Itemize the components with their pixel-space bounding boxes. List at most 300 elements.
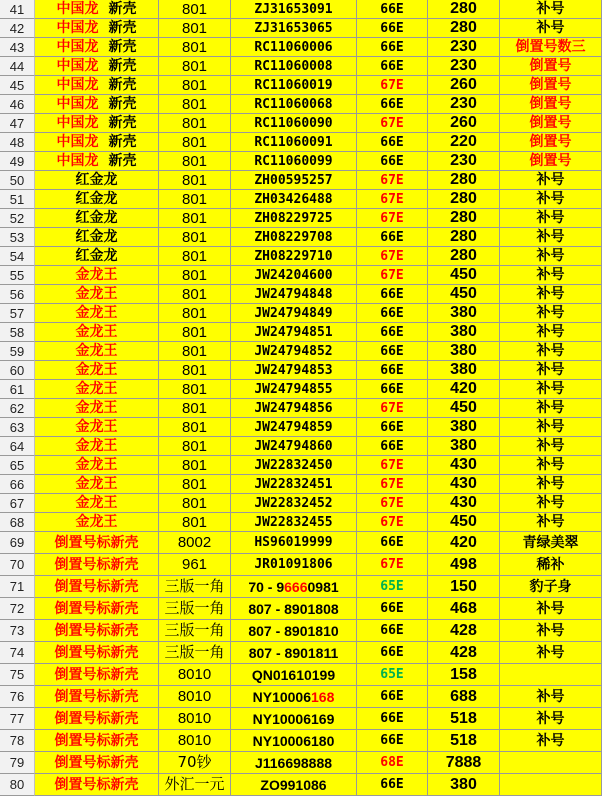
table-row[interactable] <box>0 342 602 361</box>
row-number[interactable]: 44 <box>0 57 35 76</box>
denomination-cell[interactable]: 8010 <box>159 730 231 752</box>
note-cell[interactable]: 豹子身 <box>500 576 602 598</box>
table-row[interactable] <box>0 380 602 399</box>
table-row[interactable] <box>0 133 602 152</box>
product-name-cell[interactable] <box>35 152 159 171</box>
denomination-cell[interactable]: 801 <box>159 76 231 95</box>
product-name-cell[interactable] <box>35 598 159 620</box>
price-cell[interactable]: 518 <box>428 730 500 752</box>
serial-number-cell[interactable]: RC11060006 <box>231 38 357 57</box>
note-cell[interactable]: 倒置号 <box>500 152 602 171</box>
serial-number-cell[interactable]: JW24794859 <box>231 418 357 437</box>
product-name-cell[interactable] <box>35 494 159 513</box>
price-cell[interactable]: 450 <box>428 285 500 304</box>
denomination-cell[interactable]: 801 <box>159 475 231 494</box>
denomination-cell[interactable]: 801 <box>159 38 231 57</box>
row-number[interactable]: 62 <box>0 399 35 418</box>
table-row[interactable] <box>0 774 602 796</box>
table-row[interactable] <box>0 686 602 708</box>
grade-cell[interactable]: 66E <box>357 418 428 437</box>
product-name-cell[interactable] <box>35 642 159 664</box>
denomination-cell[interactable]: 801 <box>159 437 231 456</box>
table-row[interactable] <box>0 19 602 38</box>
serial-number-cell[interactable]: HS96019999 <box>231 532 357 554</box>
product-name-cell[interactable] <box>35 752 159 774</box>
price-cell[interactable]: 380 <box>428 437 500 456</box>
product-name-cell[interactable] <box>35 361 159 380</box>
row-number[interactable]: 43 <box>0 38 35 57</box>
price-cell[interactable]: 230 <box>428 152 500 171</box>
note-cell[interactable]: 补号 <box>500 513 602 532</box>
grade-cell[interactable]: 66E <box>357 437 428 456</box>
note-cell[interactable]: 补号 <box>500 19 602 38</box>
grade-cell[interactable]: 66E <box>357 598 428 620</box>
grade-cell[interactable]: 67E <box>357 475 428 494</box>
product-name-cell[interactable] <box>35 285 159 304</box>
table-row[interactable] <box>0 494 602 513</box>
denomination-cell[interactable]: 801 <box>159 418 231 437</box>
grade-cell[interactable]: 68E <box>357 752 428 774</box>
row-number[interactable]: 75 <box>0 664 35 686</box>
serial-number-cell[interactable]: ZO991086 <box>231 774 357 796</box>
product-name-cell[interactable] <box>35 342 159 361</box>
table-row[interactable] <box>0 554 602 576</box>
price-cell[interactable]: 280 <box>428 19 500 38</box>
product-name-cell[interactable] <box>35 209 159 228</box>
serial-number-cell[interactable]: 807 - 8901808 <box>231 598 357 620</box>
table-row[interactable] <box>0 752 602 774</box>
grade-cell[interactable]: 66E <box>357 620 428 642</box>
denomination-cell[interactable]: 三版一角 <box>159 598 231 620</box>
denomination-cell[interactable]: 801 <box>159 247 231 266</box>
serial-number-cell[interactable]: JW24794849 <box>231 304 357 323</box>
grade-cell[interactable]: 67E <box>357 247 428 266</box>
serial-number-cell[interactable]: JW24794852 <box>231 342 357 361</box>
note-cell[interactable]: 青绿美翠 <box>500 532 602 554</box>
denomination-cell[interactable]: 801 <box>159 114 231 133</box>
table-row[interactable] <box>0 664 602 686</box>
row-number[interactable]: 66 <box>0 475 35 494</box>
note-cell[interactable] <box>500 752 602 774</box>
grade-cell[interactable]: 66E <box>357 774 428 796</box>
note-cell[interactable]: 稀补 <box>500 554 602 576</box>
row-number[interactable]: 55 <box>0 266 35 285</box>
note-cell[interactable]: 倒置号 <box>500 95 602 114</box>
row-number[interactable]: 72 <box>0 598 35 620</box>
price-cell[interactable]: 158 <box>428 664 500 686</box>
row-number[interactable]: 74 <box>0 642 35 664</box>
grade-cell[interactable]: 66E <box>357 361 428 380</box>
serial-number-cell[interactable]: RC11060008 <box>231 57 357 76</box>
table-row[interactable] <box>0 708 602 730</box>
denomination-cell[interactable]: 三版一角 <box>159 576 231 598</box>
row-number[interactable]: 46 <box>0 95 35 114</box>
product-name-cell[interactable] <box>35 620 159 642</box>
denomination-cell[interactable]: 801 <box>159 304 231 323</box>
product-name-cell[interactable] <box>35 437 159 456</box>
row-number[interactable]: 45 <box>0 76 35 95</box>
denomination-cell[interactable]: 8002 <box>159 532 231 554</box>
grade-cell[interactable]: 66E <box>357 708 428 730</box>
product-name-cell[interactable] <box>35 576 159 598</box>
note-cell[interactable]: 补号 <box>500 380 602 399</box>
table-row[interactable] <box>0 152 602 171</box>
product-name-cell[interactable] <box>35 380 159 399</box>
price-cell[interactable]: 430 <box>428 494 500 513</box>
grade-cell[interactable]: 67E <box>357 456 428 475</box>
table-row[interactable] <box>0 361 602 380</box>
grade-cell[interactable]: 67E <box>357 171 428 190</box>
grade-cell[interactable]: 66E <box>357 380 428 399</box>
note-cell[interactable] <box>500 774 602 796</box>
grade-cell[interactable]: 67E <box>357 513 428 532</box>
denomination-cell[interactable]: 801 <box>159 380 231 399</box>
price-cell[interactable]: 380 <box>428 774 500 796</box>
row-number[interactable]: 64 <box>0 437 35 456</box>
note-cell[interactable]: 倒置号 <box>500 133 602 152</box>
serial-number-cell[interactable]: JW24204600 <box>231 266 357 285</box>
grade-cell[interactable]: 66E <box>357 686 428 708</box>
note-cell[interactable]: 倒置号 <box>500 76 602 95</box>
table-row[interactable] <box>0 285 602 304</box>
serial-number-cell[interactable]: JW24794855 <box>231 380 357 399</box>
table-row[interactable] <box>0 475 602 494</box>
product-name-cell[interactable] <box>35 513 159 532</box>
note-cell[interactable]: 倒置号 <box>500 114 602 133</box>
table-row[interactable] <box>0 266 602 285</box>
table-row[interactable] <box>0 304 602 323</box>
grade-cell[interactable]: 66E <box>357 228 428 247</box>
note-cell[interactable]: 补号 <box>500 598 602 620</box>
serial-number-cell[interactable]: ZH08229708 <box>231 228 357 247</box>
denomination-cell[interactable]: 801 <box>159 0 231 19</box>
denomination-cell[interactable]: 801 <box>159 456 231 475</box>
denomination-cell[interactable]: 801 <box>159 190 231 209</box>
price-cell[interactable]: 380 <box>428 304 500 323</box>
price-cell[interactable]: 380 <box>428 323 500 342</box>
grade-cell[interactable]: 66E <box>357 95 428 114</box>
price-cell[interactable]: 230 <box>428 38 500 57</box>
row-number[interactable]: 61 <box>0 380 35 399</box>
denomination-cell[interactable]: 801 <box>159 285 231 304</box>
table-row[interactable] <box>0 576 602 598</box>
grade-cell[interactable]: 66E <box>357 152 428 171</box>
price-cell[interactable]: 260 <box>428 114 500 133</box>
table-row[interactable] <box>0 532 602 554</box>
note-cell[interactable]: 补号 <box>500 437 602 456</box>
price-cell[interactable]: 380 <box>428 361 500 380</box>
grade-cell[interactable]: 66E <box>357 38 428 57</box>
note-cell[interactable]: 补号 <box>500 228 602 247</box>
serial-number-cell[interactable]: ZH03426488 <box>231 190 357 209</box>
grade-cell[interactable]: 66E <box>357 730 428 752</box>
serial-number-cell[interactable]: JW24794860 <box>231 437 357 456</box>
row-number[interactable]: 52 <box>0 209 35 228</box>
row-number[interactable]: 63 <box>0 418 35 437</box>
denomination-cell[interactable]: 801 <box>159 133 231 152</box>
grade-cell[interactable]: 66E <box>357 532 428 554</box>
table-row[interactable] <box>0 190 602 209</box>
table-row[interactable] <box>0 57 602 76</box>
note-cell[interactable]: 补号 <box>500 304 602 323</box>
product-name-cell[interactable] <box>35 323 159 342</box>
serial-number-cell[interactable]: 807 - 8901811 <box>231 642 357 664</box>
price-cell[interactable]: 280 <box>428 0 500 19</box>
row-number[interactable]: 42 <box>0 19 35 38</box>
product-name-cell[interactable] <box>35 532 159 554</box>
denomination-cell[interactable]: 801 <box>159 57 231 76</box>
serial-number-cell[interactable]: JW22832450 <box>231 456 357 475</box>
row-number[interactable]: 60 <box>0 361 35 380</box>
serial-number-cell[interactable] <box>231 576 357 598</box>
grade-cell[interactable]: 67E <box>357 266 428 285</box>
grade-cell[interactable]: 65E <box>357 664 428 686</box>
row-number[interactable]: 50 <box>0 171 35 190</box>
note-cell[interactable]: 补号 <box>500 475 602 494</box>
product-name-cell[interactable] <box>35 133 159 152</box>
note-cell[interactable]: 补号 <box>500 686 602 708</box>
serial-number-cell[interactable]: ZH08229725 <box>231 209 357 228</box>
note-cell[interactable]: 倒置号 <box>500 57 602 76</box>
row-number[interactable]: 73 <box>0 620 35 642</box>
product-name-cell[interactable] <box>35 686 159 708</box>
product-name-cell[interactable] <box>35 171 159 190</box>
product-name-cell[interactable] <box>35 114 159 133</box>
note-cell[interactable]: 补号 <box>500 399 602 418</box>
table-row[interactable] <box>0 456 602 475</box>
table-row[interactable] <box>0 418 602 437</box>
grade-cell[interactable]: 66E <box>357 0 428 19</box>
serial-number-cell[interactable]: RC11060099 <box>231 152 357 171</box>
note-cell[interactable]: 补号 <box>500 361 602 380</box>
row-number[interactable]: 71 <box>0 576 35 598</box>
price-cell[interactable]: 468 <box>428 598 500 620</box>
grade-cell[interactable]: 67E <box>357 399 428 418</box>
denomination-cell[interactable]: 961 <box>159 554 231 576</box>
table-row[interactable] <box>0 247 602 266</box>
product-name-cell[interactable] <box>35 190 159 209</box>
note-cell[interactable]: 补号 <box>500 0 602 19</box>
serial-number-cell[interactable]: JW24794851 <box>231 323 357 342</box>
note-cell[interactable]: 补号 <box>500 730 602 752</box>
row-number[interactable]: 58 <box>0 323 35 342</box>
denomination-cell[interactable]: 外汇一元 <box>159 774 231 796</box>
denomination-cell[interactable]: 801 <box>159 494 231 513</box>
denomination-cell[interactable]: 8010 <box>159 686 231 708</box>
price-cell[interactable]: 380 <box>428 418 500 437</box>
serial-number-cell[interactable]: ZJ31653091 <box>231 0 357 19</box>
grade-cell[interactable]: 66E <box>357 57 428 76</box>
note-cell[interactable]: 倒置号数三 <box>500 38 602 57</box>
product-name-cell[interactable] <box>35 228 159 247</box>
table-row[interactable] <box>0 598 602 620</box>
serial-number-cell[interactable]: QN01610199 <box>231 664 357 686</box>
product-name-cell[interactable] <box>35 304 159 323</box>
serial-number-cell[interactable]: JW24794853 <box>231 361 357 380</box>
note-cell[interactable]: 补号 <box>500 247 602 266</box>
note-cell[interactable]: 补号 <box>500 620 602 642</box>
denomination-cell[interactable]: 801 <box>159 399 231 418</box>
denomination-cell[interactable]: 801 <box>159 228 231 247</box>
price-cell[interactable]: 150 <box>428 576 500 598</box>
price-cell[interactable]: 380 <box>428 342 500 361</box>
serial-number-cell[interactable]: JW24794856 <box>231 399 357 418</box>
table-row[interactable] <box>0 513 602 532</box>
grade-cell[interactable]: 66E <box>357 285 428 304</box>
product-name-cell[interactable] <box>35 456 159 475</box>
price-cell[interactable]: 220 <box>428 133 500 152</box>
grade-cell[interactable]: 66E <box>357 642 428 664</box>
price-cell[interactable]: 498 <box>428 554 500 576</box>
table-row[interactable] <box>0 399 602 418</box>
grade-cell[interactable]: 66E <box>357 323 428 342</box>
row-number[interactable]: 49 <box>0 152 35 171</box>
price-cell[interactable]: 428 <box>428 620 500 642</box>
denomination-cell[interactable]: 801 <box>159 152 231 171</box>
price-cell[interactable]: 450 <box>428 513 500 532</box>
product-name-cell[interactable] <box>35 0 159 19</box>
grade-cell[interactable]: 67E <box>357 190 428 209</box>
row-number[interactable]: 70 <box>0 554 35 576</box>
table-row[interactable] <box>0 620 602 642</box>
denomination-cell[interactable]: 801 <box>159 266 231 285</box>
product-name-cell[interactable] <box>35 554 159 576</box>
row-number[interactable]: 68 <box>0 513 35 532</box>
note-cell[interactable]: 补号 <box>500 642 602 664</box>
serial-number-cell[interactable]: JW22832452 <box>231 494 357 513</box>
table-row[interactable] <box>0 437 602 456</box>
denomination-cell[interactable]: 三版一角 <box>159 620 231 642</box>
serial-number-cell[interactable]: RC11060068 <box>231 95 357 114</box>
row-number[interactable]: 67 <box>0 494 35 513</box>
note-cell[interactable]: 补号 <box>500 190 602 209</box>
price-cell[interactable]: 420 <box>428 380 500 399</box>
price-cell[interactable]: 450 <box>428 266 500 285</box>
table-row[interactable] <box>0 114 602 133</box>
row-number[interactable]: 48 <box>0 133 35 152</box>
product-name-cell[interactable] <box>35 19 159 38</box>
row-number[interactable]: 51 <box>0 190 35 209</box>
serial-number-cell[interactable]: JR01091806 <box>231 554 357 576</box>
grade-cell[interactable]: 66E <box>357 304 428 323</box>
note-cell[interactable]: 补号 <box>500 494 602 513</box>
price-cell[interactable]: 280 <box>428 190 500 209</box>
serial-number-cell[interactable]: RC11060090 <box>231 114 357 133</box>
product-name-cell[interactable] <box>35 475 159 494</box>
product-name-cell[interactable] <box>35 418 159 437</box>
serial-number-cell[interactable]: JW24794848 <box>231 285 357 304</box>
note-cell[interactable]: 补号 <box>500 209 602 228</box>
product-name-cell[interactable] <box>35 247 159 266</box>
denomination-cell[interactable]: 801 <box>159 513 231 532</box>
grade-cell[interactable]: 67E <box>357 494 428 513</box>
product-name-cell[interactable] <box>35 266 159 285</box>
denomination-cell[interactable]: 801 <box>159 171 231 190</box>
serial-number-cell[interactable]: ZH08229710 <box>231 247 357 266</box>
row-number[interactable]: 76 <box>0 686 35 708</box>
row-number[interactable]: 65 <box>0 456 35 475</box>
price-cell[interactable]: 260 <box>428 76 500 95</box>
grade-cell[interactable]: 67E <box>357 76 428 95</box>
row-number[interactable]: 47 <box>0 114 35 133</box>
serial-number-cell[interactable]: JW22832455 <box>231 513 357 532</box>
product-name-cell[interactable] <box>35 774 159 796</box>
denomination-cell[interactable]: 801 <box>159 342 231 361</box>
grade-cell[interactable]: 67E <box>357 209 428 228</box>
grade-cell[interactable]: 67E <box>357 114 428 133</box>
denomination-cell[interactable]: 801 <box>159 323 231 342</box>
grade-cell[interactable]: 66E <box>357 342 428 361</box>
price-cell[interactable]: 450 <box>428 399 500 418</box>
row-number[interactable]: 79 <box>0 752 35 774</box>
product-name-cell[interactable] <box>35 730 159 752</box>
product-name-cell[interactable] <box>35 95 159 114</box>
product-name-cell[interactable] <box>35 708 159 730</box>
row-number[interactable]: 54 <box>0 247 35 266</box>
price-cell[interactable]: 7888 <box>428 752 500 774</box>
note-cell[interactable] <box>500 664 602 686</box>
table-row[interactable] <box>0 38 602 57</box>
row-number[interactable]: 56 <box>0 285 35 304</box>
table-row[interactable] <box>0 730 602 752</box>
price-cell[interactable]: 430 <box>428 475 500 494</box>
product-name-cell[interactable] <box>35 664 159 686</box>
grade-cell[interactable]: 66E <box>357 133 428 152</box>
row-number[interactable]: 77 <box>0 708 35 730</box>
serial-number-cell[interactable]: JW22832451 <box>231 475 357 494</box>
serial-number-cell[interactable]: J116698888 <box>231 752 357 774</box>
note-cell[interactable]: 补号 <box>500 266 602 285</box>
table-row[interactable] <box>0 95 602 114</box>
note-cell[interactable]: 补号 <box>500 171 602 190</box>
table-row[interactable] <box>0 171 602 190</box>
denomination-cell[interactable]: 801 <box>159 361 231 380</box>
serial-number-cell[interactable]: RC11060091 <box>231 133 357 152</box>
price-cell[interactable]: 518 <box>428 708 500 730</box>
table-row[interactable] <box>0 323 602 342</box>
denomination-cell[interactable]: 70钞 <box>159 752 231 774</box>
note-cell[interactable]: 补号 <box>500 342 602 361</box>
denomination-cell[interactable]: 801 <box>159 209 231 228</box>
price-cell[interactable]: 428 <box>428 642 500 664</box>
note-cell[interactable]: 补号 <box>500 323 602 342</box>
denomination-cell[interactable]: 三版一角 <box>159 642 231 664</box>
grade-cell[interactable]: 65E <box>357 576 428 598</box>
product-name-cell[interactable] <box>35 399 159 418</box>
grade-cell[interactable]: 67E <box>357 554 428 576</box>
row-number[interactable]: 78 <box>0 730 35 752</box>
row-number[interactable]: 80 <box>0 774 35 796</box>
serial-number-cell[interactable] <box>231 686 357 708</box>
product-name-cell[interactable] <box>35 76 159 95</box>
price-cell[interactable]: 280 <box>428 171 500 190</box>
table-row[interactable] <box>0 76 602 95</box>
price-cell[interactable]: 280 <box>428 247 500 266</box>
row-number[interactable]: 69 <box>0 532 35 554</box>
serial-number-cell[interactable]: RC11060019 <box>231 76 357 95</box>
note-cell[interactable]: 补号 <box>500 708 602 730</box>
note-cell[interactable]: 补号 <box>500 418 602 437</box>
row-number[interactable]: 59 <box>0 342 35 361</box>
denomination-cell[interactable]: 801 <box>159 95 231 114</box>
serial-number-cell[interactable]: 807 - 8901810 <box>231 620 357 642</box>
price-cell[interactable]: 230 <box>428 57 500 76</box>
price-cell[interactable]: 430 <box>428 456 500 475</box>
serial-number-cell[interactable]: ZH00595257 <box>231 171 357 190</box>
table-row[interactable] <box>0 642 602 664</box>
denomination-cell[interactable]: 8010 <box>159 708 231 730</box>
product-name-cell[interactable] <box>35 57 159 76</box>
